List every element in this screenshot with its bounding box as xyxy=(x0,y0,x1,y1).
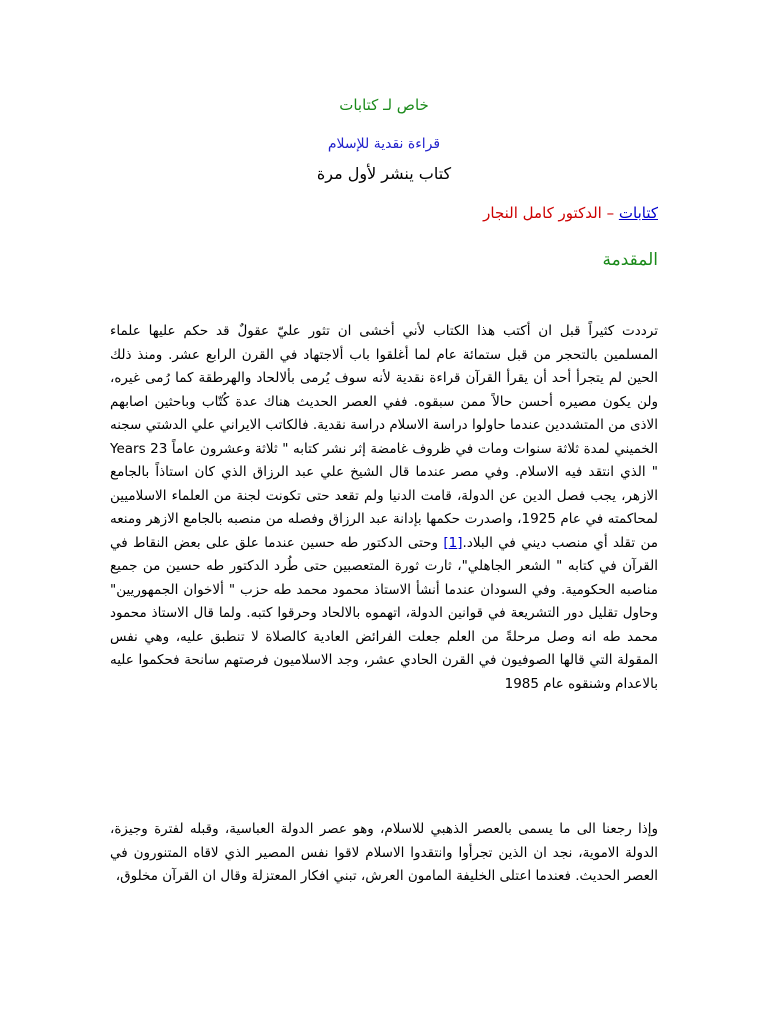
paragraph-1-part-2: وحتى الدكتور طه حسين عندما علق على بعض النقاط في القرآن في كتابه " الشعر الجاهلي"، ثارت ثورة المتعصبين حتى طُرد الدكتور طه حسين من جميع مناصبه الحكومية. وفي السودان عندما أنشأ الاستاذ محمود محمد طه حزب " ألاخوان الجمهوريين" وحاول تقليل دور التشريعة في قوانين الدولة، اتهموه بالالحاد وحرقوا كتبه. ولما قال الاستاذ محمود محمد طه انه وصل مرحلةً من العلم جعلت الفرائض العادية كالصلاة لا تنطبق عليه، وهي نفس المقولة التي قالها الصوفيون في القرن الحادي عشر، وجد الاسلاميون فرصتهم سانحة فحكموا عليه بالاعدام وشنقوه عام 1985 xyxy=(110,534,658,692)
author-name: الدكتور كامل النجار xyxy=(483,204,602,222)
book-title: كتاب ينشر لأول مرة xyxy=(316,164,452,183)
byline-separator: – xyxy=(601,204,619,222)
section-heading: المقدمة xyxy=(602,250,658,270)
paragraph-1-part-1: ترددت كثيراً قبل ان أكتب هذا الكتاب لأني أخشى ان تثور عليّ عقولٌ قد حكم عليها علماء المسلمين بالتحجر من قبل ستمائة عام لما أغلقوا باب ألاجتهاد في القرن الرابع عشر. ومنذ ذلك الحين لم يتجرأ أحد أن يقرأ القرآن قراءة نقدية لأنه سوف يُرمى بألالحاد والهرطقة كما رُمى غيره، ولن يكون مصيره أحسن حالاً ممن سبقوه. ففي العصر الحديث هناك عدة كُتّاب وباحثين اصابهم الاذى من المتشددين عندما حاولوا دراسة الاسلام دراسة نقدية. فالكاتب الايراني علي الدشتي سجنه الخميني لمدة ثلاثة سنوات ومات في ظروف غامضة إثر نشر كتابه " ثلاثة وعشرون عاماً Years 23 " الذي انتقد فيه الاسلام. وفي مصر عندما قال الشيخ علي عبد الرزاق الذي كان استاذاً بالجامع الازهر، يجب فصل الدين عن الدولة، قامت الدنيا ولم تقعد حتى تكونت لجنة من العلماء الاسلاميين لمحاكمته في عام 1925، واصدرت حكمها بإدانة عبد الرزاق وفصله من منصبه بالجامع الازهر ومنعه من تقلد أي منصب ديني في البلاد. xyxy=(110,323,658,551)
site-link[interactable]: كتابات xyxy=(618,204,658,222)
subtitle: قراءة نقدية للإسلام xyxy=(327,136,441,152)
byline xyxy=(483,204,658,222)
site-title: خاص لـ كتابات xyxy=(339,96,429,114)
paragraph-2: وإذا رجعنا الى ما يسمى بالعصر الذهبي للاسلام، وهو عصر الدولة العباسية، وقبله لفترة وجيزة، الدولة الاموية، نجد ان الذين تجرأوا وانتقدوا الاسلام لاقوا نفس المصير الذي لاقاه المتنورون في العصر الحديث. فعندما اعتلى الخليفة المامون العرش، تبني افكار المعتزلة وقال ان القرآن مخلوق، xyxy=(110,821,658,884)
paragraph-1 xyxy=(110,320,658,696)
footnote-link[interactable]: [1] xyxy=(443,534,463,551)
